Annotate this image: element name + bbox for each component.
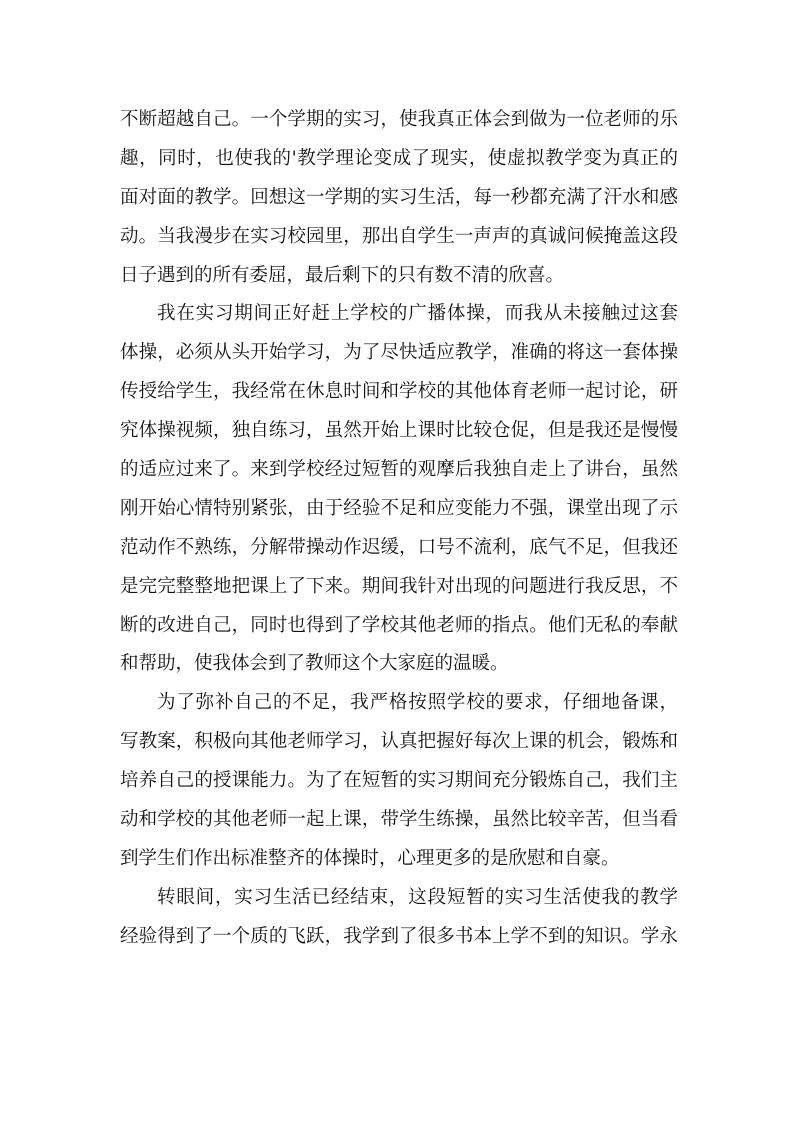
paragraph-4 (120, 879, 678, 957)
text-line: 为了弥补自己的不足，我严格按照学校的要求，仔细地备课， (157, 692, 678, 714)
text-line: 我在实习期间正好赶上学校的广播体操，而我从未接触过这套 (157, 303, 678, 325)
text-line: 究体操视频，独自练习，虽然开始上课时比较仓促，但是我还是慢慢 (120, 420, 678, 442)
document-body (120, 101, 678, 957)
text-line: 经验得到了一个质的飞跃，我学到了很多书本上学不到的知识。学永 (120, 925, 678, 947)
text-line: 日子遇到的所有委屈，最后剩下的只有数不清的欣喜。 (120, 264, 565, 286)
text-line: 动和学校的其他老师一起上课，带学生练操，虽然比较辛苦，但当看 (120, 809, 678, 831)
paragraph-2 (120, 295, 678, 684)
text-line: 传授给学生，我经常在休息时间和学校的其他体育老师一起讨论，研 (120, 381, 678, 403)
text-line: 范动作不熟练，分解带操动作迟缓，口号不流利，底气不足，但我还 (120, 536, 678, 558)
text-line: 动。当我漫步在实习校园里，那出自学生一声声的真诚问候掩盖这段 (120, 225, 678, 247)
text-line: 写教案，积极向其他老师学习，认真把握好每次上课的机会，锻炼和 (120, 731, 678, 753)
text-line: 培养自己的授课能力。为了在短暂的实习期间充分锻炼自己，我们主 (120, 770, 678, 792)
text-line: 刚开始心情特别紧张，由于经验不足和应变能力不强，课堂出现了示 (120, 497, 678, 519)
text-line: 的适应过来了。来到学校经过短暂的观摩后我独自走上了讲台，虽然 (120, 459, 678, 481)
paragraph-3 (120, 684, 678, 878)
text-line: 面对面的教学。回想这一学期的实习生活，每一秒都充满了汗水和感 (120, 186, 678, 208)
text-line: 不断超越自己。一个学期的实习，使我真正体会到做为一位老师的乐 (120, 109, 678, 130)
paragraph-1 (120, 101, 678, 295)
text-line: 和帮助，使我体会到了教师这个大家庭的温暖。 (120, 653, 509, 675)
text-line: 趣，同时，也使我的'教学理论变成了现实，使虚拟教学变为真正的 (120, 147, 678, 169)
text-line: 断的改进自己，同时也得到了学校其他老师的指点。他们无私的奉献 (120, 614, 678, 636)
text-line: 体操，必须从头开始学习，为了尽快适应教学，准确的将这一套体操 (120, 342, 678, 364)
text-line: 到学生们作出标准整齐的体操时，心理更多的是欣慰和自豪。 (120, 847, 620, 869)
text-line: 是完完整整地把课上了下来。期间我针对出现的问题进行我反思，不 (120, 575, 678, 597)
text-line: 转眼间，实习生活已经结束，这段短暂的实习生活使我的教学 (157, 886, 678, 908)
